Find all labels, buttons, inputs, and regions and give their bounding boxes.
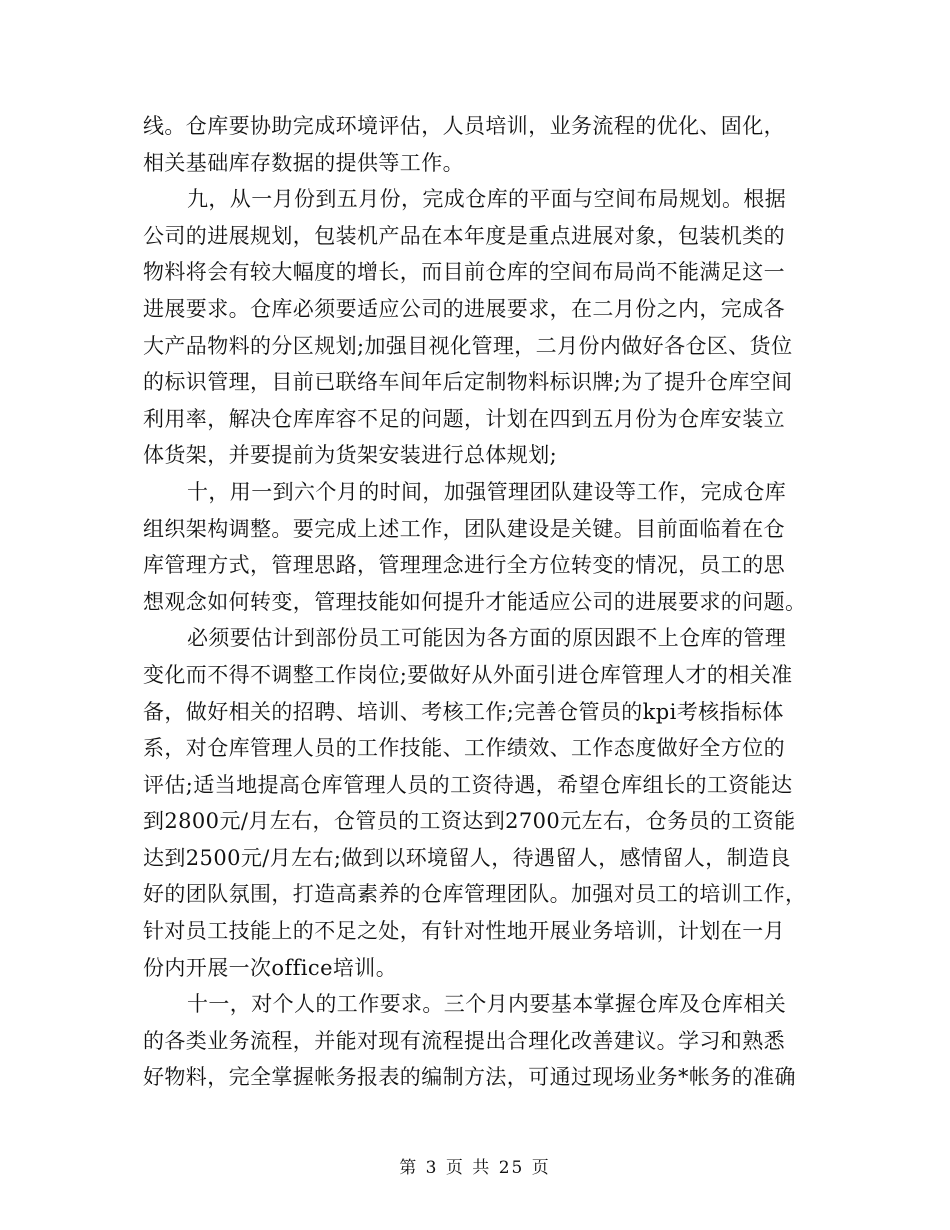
text-line: 好的团队氛围，打造高素养的仓库管理团队。加强对员工的培训工作， [143, 882, 807, 907]
text-line: 备，做好相关的招聘、培训、考核工作;完善仓管员的kpi考核指标体 [143, 699, 784, 724]
text-line: 想观念如何转变，管理技能如何提升才能适应公司的进展要求的问题。 [143, 589, 807, 614]
text-line: 组织架构调整。要完成上述工作，团队建设是关键。目前面临着在仓 [143, 516, 785, 541]
text-line: 相关基础库存数据的提供等工作。 [143, 150, 464, 175]
paragraph-first-line: 必须要估计到部份员工可能因为各方面的原因跟不上仓库的管理 [187, 626, 787, 651]
text-line: 利用率，解决仓库库容不足的问题，计划在四到五月份为仓库安装立 [143, 406, 785, 431]
text-line: 公司的进展规划，包装机产品在本年度是重点进展对象，包装机类的 [143, 223, 785, 248]
text-line: 线。仓库要协助完成环境评估，人员培训，业务流程的优化、固化， [143, 114, 785, 138]
text-line: 大产品物料的分区规划;加强目视化管理，二月份内做好各仓区、货位 [143, 333, 793, 358]
text-line: 到2800元/月左右，仓管员的工资达到2700元左右，仓务员的工资能 [143, 809, 796, 834]
text-line: 的标识管理，目前已联络车间年后定制物料标识牌;为了提升仓库空间 [143, 370, 793, 395]
document-body [143, 108, 807, 1096]
paragraph-first-line: 十一，对个人的工作要求。三个月内要基本掌握仓库及仓库相关 [187, 992, 787, 1017]
text-line: 好物料，完全掌握帐务报表的编制方法，可通过现场业务*帐务的准确 [143, 1065, 796, 1090]
text-line: 变化而不得不调整工作岗位;要做好从外面引进仓库管理人才的相关准 [143, 662, 793, 687]
text-line: 进展要求。仓库必须要适应公司的进展要求，在二月份之内，完成各 [143, 296, 785, 321]
page-number-footer: 第 3 页 共 25 页 [399, 1158, 551, 1178]
text-line: 的各类业务流程，并能对现有流程提出合理化改善建议。学习和熟悉 [143, 1028, 785, 1053]
text-line: 库管理方式，管理思路，管理理念进行全方位转变的情况，员工的思 [143, 553, 785, 578]
text-line: 物料将会有较大幅度的增长，而目前仓库的空间布局尚不能满足这一 [143, 260, 785, 285]
text-line: 针对员工技能上的不足之处，有针对性地开展业务培训，计划在一月 [143, 919, 785, 944]
text-line: 份内开展一次office培训。 [143, 955, 398, 980]
text-line: 体货架，并要提前为货架安装进行总体规划; [143, 443, 558, 468]
paragraph-first-line: 九，从一月份到五月份，完成仓库的平面与空间布局规划。根据 [187, 187, 787, 212]
text-line: 达到2500元/月左右;做到以环境留人，待遇留人，感情留人，制造良 [143, 845, 791, 870]
text-line: 评估;适当地提高仓库管理人员的工资待遇，希望仓库组长的工资能达 [143, 772, 793, 797]
text-line: 系，对仓库管理人员的工作技能、工作绩效、工作态度做好全方位的 [143, 736, 785, 761]
paragraph-first-line: 十，用一到六个月的时间，加强管理团队建设等工作，完成仓库 [187, 479, 787, 504]
